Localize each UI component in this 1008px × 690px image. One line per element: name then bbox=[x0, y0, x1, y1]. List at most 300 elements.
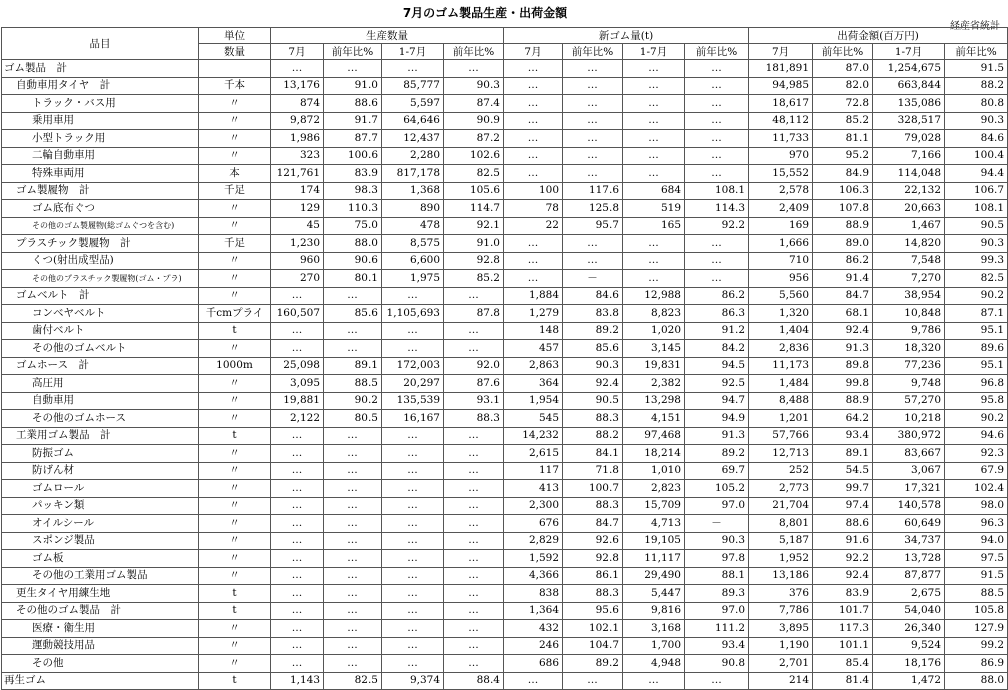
cell-p-0: 1,986 bbox=[271, 130, 324, 148]
row-unit: 〃 bbox=[199, 252, 271, 270]
sub-header: 1-7月 bbox=[382, 44, 444, 60]
cell-p-1: … bbox=[324, 620, 382, 638]
row-unit: 〃 bbox=[199, 620, 271, 638]
cell-s-0: 12,713 bbox=[749, 445, 813, 463]
cell-s-3: 82.5 bbox=[945, 270, 1008, 288]
row-unit: 〃 bbox=[199, 270, 271, 288]
cell-s-3: 90.3 bbox=[945, 235, 1008, 253]
cell-s-1: 92.4 bbox=[813, 567, 873, 585]
cell-p-0: … bbox=[271, 340, 324, 358]
cell-r-1: … bbox=[563, 147, 623, 165]
cell-r-0: … bbox=[504, 147, 563, 165]
cell-r-2: 13,298 bbox=[623, 392, 685, 410]
cell-r-3: 93.4 bbox=[685, 637, 749, 655]
cell-p-2: 890 bbox=[382, 200, 444, 218]
cell-s-1: 68.1 bbox=[813, 305, 873, 323]
cell-s-3: 94.6 bbox=[945, 427, 1008, 445]
cell-p-1: 88.0 bbox=[324, 235, 382, 253]
cell-r-3: … bbox=[685, 77, 749, 95]
row-unit: t bbox=[199, 322, 271, 340]
cell-s-1: 72.8 bbox=[813, 95, 873, 113]
cell-p-0: … bbox=[271, 322, 324, 340]
cell-s-0: 214 bbox=[749, 672, 813, 690]
cell-p-1: … bbox=[324, 655, 382, 673]
table-row bbox=[2, 165, 1008, 183]
cell-s-0: 15,552 bbox=[749, 165, 813, 183]
cell-s-1: 92.4 bbox=[813, 322, 873, 340]
cell-s-2: 10,848 bbox=[873, 305, 945, 323]
row-item-name: その他の工業用ゴム製品 bbox=[2, 567, 199, 585]
cell-r-1: … bbox=[563, 130, 623, 148]
cell-s-2: 13,728 bbox=[873, 550, 945, 568]
cell-s-1: 92.2 bbox=[813, 550, 873, 568]
cell-p-1: 100.6 bbox=[324, 147, 382, 165]
cell-p-2: … bbox=[382, 462, 444, 480]
cell-p-2: 135,539 bbox=[382, 392, 444, 410]
cell-p-3: … bbox=[444, 322, 504, 340]
table-row bbox=[2, 480, 1008, 498]
cell-r-1: 95.6 bbox=[563, 602, 623, 620]
cell-p-3: … bbox=[444, 462, 504, 480]
cell-r-2: 8,823 bbox=[623, 305, 685, 323]
cell-p-3: 87.2 bbox=[444, 130, 504, 148]
cell-p-1: … bbox=[324, 60, 382, 78]
cell-p-3: … bbox=[444, 340, 504, 358]
cell-r-1: 90.5 bbox=[563, 392, 623, 410]
table-row bbox=[2, 585, 1008, 603]
cell-s-3: 95.1 bbox=[945, 322, 1008, 340]
cell-r-0: 1,592 bbox=[504, 550, 563, 568]
cell-r-3: … bbox=[685, 165, 749, 183]
cell-s-1: 95.2 bbox=[813, 147, 873, 165]
cell-s-3: 108.1 bbox=[945, 200, 1008, 218]
cell-r-3: 111.2 bbox=[685, 620, 749, 638]
cell-p-0: … bbox=[271, 427, 324, 445]
cell-s-0: 5,187 bbox=[749, 532, 813, 550]
row-item-name: その他のゴムホース bbox=[2, 410, 199, 428]
cell-p-3: 92.8 bbox=[444, 252, 504, 270]
row-unit: 千足 bbox=[199, 235, 271, 253]
row-unit: 千cmプライ bbox=[199, 305, 271, 323]
cell-s-3: 127.9 bbox=[945, 620, 1008, 638]
cell-r-2: … bbox=[623, 252, 685, 270]
cell-s-3: 99.2 bbox=[945, 637, 1008, 655]
cell-s-2: 1,472 bbox=[873, 672, 945, 690]
cell-r-2: 5,447 bbox=[623, 585, 685, 603]
cell-p-0: … bbox=[271, 532, 324, 550]
cell-r-1: 71.8 bbox=[563, 462, 623, 480]
cell-p-1: 89.1 bbox=[324, 357, 382, 375]
cell-r-3: 91.3 bbox=[685, 427, 749, 445]
cell-r-1: 88.2 bbox=[563, 427, 623, 445]
cell-s-1: 91.6 bbox=[813, 532, 873, 550]
row-item-name: 工業用ゴム製品 計 bbox=[2, 427, 199, 445]
cell-s-0: 94,985 bbox=[749, 77, 813, 95]
table-row bbox=[2, 322, 1008, 340]
row-item-name: 医療・衛生用 bbox=[2, 620, 199, 638]
cell-r-2: 1,020 bbox=[623, 322, 685, 340]
cell-p-1: … bbox=[324, 287, 382, 305]
cell-p-3: … bbox=[444, 532, 504, 550]
cell-s-0: 21,704 bbox=[749, 497, 813, 515]
cell-s-1: 85.2 bbox=[813, 112, 873, 130]
cell-r-2: 3,168 bbox=[623, 620, 685, 638]
cell-r-1: … bbox=[563, 77, 623, 95]
row-item-name: トラック・バス用 bbox=[2, 95, 199, 113]
source-label: 経産省統計 bbox=[950, 21, 1000, 32]
cell-r-3: … bbox=[685, 95, 749, 113]
cell-p-1: … bbox=[324, 550, 382, 568]
cell-s-2: 114,048 bbox=[873, 165, 945, 183]
cell-s-2: 34,737 bbox=[873, 532, 945, 550]
cell-p-1: … bbox=[324, 567, 382, 585]
cell-r-0: 2,615 bbox=[504, 445, 563, 463]
cell-r-0: 1,279 bbox=[504, 305, 563, 323]
cell-r-1: 90.3 bbox=[563, 357, 623, 375]
cell-s-0: 8,801 bbox=[749, 515, 813, 533]
row-unit: 〃 bbox=[199, 112, 271, 130]
row-item-name: 二輪自動車用 bbox=[2, 147, 199, 165]
cell-r-0: 14,232 bbox=[504, 427, 563, 445]
cell-s-2: 10,218 bbox=[873, 410, 945, 428]
cell-s-1: 93.4 bbox=[813, 427, 873, 445]
cell-r-0: 457 bbox=[504, 340, 563, 358]
cell-s-3: 86.9 bbox=[945, 655, 1008, 673]
cell-p-3: … bbox=[444, 287, 504, 305]
cell-s-1: 84.9 bbox=[813, 165, 873, 183]
cell-s-1: 99.8 bbox=[813, 375, 873, 393]
cell-p-2: … bbox=[382, 567, 444, 585]
cell-r-3: … bbox=[685, 147, 749, 165]
sub-header: 1-7月 bbox=[873, 44, 945, 60]
table-row bbox=[2, 410, 1008, 428]
cell-r-1: － bbox=[563, 270, 623, 288]
cell-p-1: … bbox=[324, 445, 382, 463]
cell-p-1: 82.5 bbox=[324, 672, 382, 690]
table-row bbox=[2, 270, 1008, 288]
cell-s-3: 106.7 bbox=[945, 182, 1008, 200]
cell-r-0: 22 bbox=[504, 217, 563, 235]
row-item-name: 小型トラック用 bbox=[2, 130, 199, 148]
cell-p-3: … bbox=[444, 550, 504, 568]
cell-s-3: 88.0 bbox=[945, 672, 1008, 690]
cell-r-1: 92.4 bbox=[563, 375, 623, 393]
cell-r-0: 148 bbox=[504, 322, 563, 340]
cell-r-1: 84.1 bbox=[563, 445, 623, 463]
cell-s-1: 54.5 bbox=[813, 462, 873, 480]
table-row bbox=[2, 130, 1008, 148]
cell-s-0: 13,186 bbox=[749, 567, 813, 585]
cell-p-0: 160,507 bbox=[271, 305, 324, 323]
cell-p-0: 13,176 bbox=[271, 77, 324, 95]
cell-r-1: 84.6 bbox=[563, 287, 623, 305]
cell-p-0: 960 bbox=[271, 252, 324, 270]
row-item-name: パッキン類 bbox=[2, 497, 199, 515]
cell-s-1: 82.0 bbox=[813, 77, 873, 95]
cell-p-1: … bbox=[324, 340, 382, 358]
row-unit: 〃 bbox=[199, 375, 271, 393]
cell-s-3: 90.2 bbox=[945, 410, 1008, 428]
cell-r-2: 9,816 bbox=[623, 602, 685, 620]
cell-r-1: … bbox=[563, 235, 623, 253]
cell-r-0: … bbox=[504, 60, 563, 78]
cell-r-0: 117 bbox=[504, 462, 563, 480]
cell-s-3: 95.1 bbox=[945, 357, 1008, 375]
cell-r-3: 114.3 bbox=[685, 200, 749, 218]
cell-r-2: … bbox=[623, 672, 685, 690]
table-row bbox=[2, 392, 1008, 410]
table-row bbox=[2, 95, 1008, 113]
cell-s-0: 11,733 bbox=[749, 130, 813, 148]
cell-s-0: 1,666 bbox=[749, 235, 813, 253]
table-row bbox=[2, 235, 1008, 253]
cell-p-0: … bbox=[271, 585, 324, 603]
cell-r-0: 246 bbox=[504, 637, 563, 655]
row-unit: 〃 bbox=[199, 147, 271, 165]
cell-p-2: 6,600 bbox=[382, 252, 444, 270]
cell-s-3: 105.8 bbox=[945, 602, 1008, 620]
cell-r-2: 519 bbox=[623, 200, 685, 218]
cell-r-3: … bbox=[685, 235, 749, 253]
cell-s-2: 663,844 bbox=[873, 77, 945, 95]
cell-r-1: … bbox=[563, 95, 623, 113]
cell-s-2: 328,517 bbox=[873, 112, 945, 130]
cell-r-3: 97.0 bbox=[685, 602, 749, 620]
cell-s-2: 83,667 bbox=[873, 445, 945, 463]
cell-s-2: 18,176 bbox=[873, 655, 945, 673]
cell-p-2: 8,575 bbox=[382, 235, 444, 253]
cell-s-2: 9,524 bbox=[873, 637, 945, 655]
cell-s-3: 97.5 bbox=[945, 550, 1008, 568]
cell-r-3: 108.1 bbox=[685, 182, 749, 200]
cell-p-2: 16,167 bbox=[382, 410, 444, 428]
cell-p-0: 129 bbox=[271, 200, 324, 218]
cell-r-0: 676 bbox=[504, 515, 563, 533]
cell-p-1: … bbox=[324, 602, 382, 620]
row-item-name: 更生タイヤ用練生地 bbox=[2, 585, 199, 603]
cell-r-2: 3,145 bbox=[623, 340, 685, 358]
cell-s-2: 380,972 bbox=[873, 427, 945, 445]
cell-r-3: 84.2 bbox=[685, 340, 749, 358]
row-unit: 〃 bbox=[199, 462, 271, 480]
cell-s-1: 88.9 bbox=[813, 217, 873, 235]
cell-p-3: 87.6 bbox=[444, 375, 504, 393]
cell-s-2: 7,548 bbox=[873, 252, 945, 270]
cell-s-2: 140,578 bbox=[873, 497, 945, 515]
cell-r-3: … bbox=[685, 60, 749, 78]
table-row bbox=[2, 655, 1008, 673]
cell-r-0: … bbox=[504, 235, 563, 253]
cell-s-2: 54,040 bbox=[873, 602, 945, 620]
cell-p-0: 323 bbox=[271, 147, 324, 165]
cell-r-0: … bbox=[504, 112, 563, 130]
cell-s-0: 252 bbox=[749, 462, 813, 480]
cell-r-0: 545 bbox=[504, 410, 563, 428]
cell-s-2: 7,270 bbox=[873, 270, 945, 288]
row-item-name: 防振ゴム bbox=[2, 445, 199, 463]
row-item-name: 歯付ベルト bbox=[2, 322, 199, 340]
sub-header: 7月 bbox=[504, 44, 563, 60]
cell-r-1: 117.6 bbox=[563, 182, 623, 200]
cell-r-1: 104.7 bbox=[563, 637, 623, 655]
row-item-name: 運動競技用品 bbox=[2, 637, 199, 655]
cell-r-3: 86.2 bbox=[685, 287, 749, 305]
cell-p-2: … bbox=[382, 287, 444, 305]
cell-r-2: 19,105 bbox=[623, 532, 685, 550]
cell-s-2: 38,954 bbox=[873, 287, 945, 305]
cell-r-2: … bbox=[623, 147, 685, 165]
cell-p-0: 3,095 bbox=[271, 375, 324, 393]
row-unit: t bbox=[199, 602, 271, 620]
cell-p-1: 90.6 bbox=[324, 252, 382, 270]
sub-header: 前年比% bbox=[444, 44, 504, 60]
cell-p-1: … bbox=[324, 515, 382, 533]
cell-s-1: 89.1 bbox=[813, 445, 873, 463]
cell-p-0: 1,143 bbox=[271, 672, 324, 690]
table-row bbox=[2, 112, 1008, 130]
row-unit: 〃 bbox=[199, 655, 271, 673]
cell-r-1: 86.1 bbox=[563, 567, 623, 585]
cell-s-1: 86.2 bbox=[813, 252, 873, 270]
cell-s-2: 79,028 bbox=[873, 130, 945, 148]
cell-r-3: 105.2 bbox=[685, 480, 749, 498]
cell-s-1: 89.0 bbox=[813, 235, 873, 253]
cell-p-3: 87.8 bbox=[444, 305, 504, 323]
cell-p-0: 9,872 bbox=[271, 112, 324, 130]
cell-p-0: … bbox=[271, 497, 324, 515]
cell-r-3: 92.2 bbox=[685, 217, 749, 235]
row-item-name: プラスチック製履物 計 bbox=[2, 235, 199, 253]
table-row bbox=[2, 497, 1008, 515]
table-row bbox=[2, 305, 1008, 323]
row-unit: 〃 bbox=[199, 480, 271, 498]
cell-p-0: … bbox=[271, 620, 324, 638]
cell-s-3: 99.3 bbox=[945, 252, 1008, 270]
cell-r-1: … bbox=[563, 672, 623, 690]
row-item-name: 乗用車用 bbox=[2, 112, 199, 130]
cell-s-2: 22,132 bbox=[873, 182, 945, 200]
table-row bbox=[2, 77, 1008, 95]
cell-p-1: 110.3 bbox=[324, 200, 382, 218]
cell-r-1: 84.7 bbox=[563, 515, 623, 533]
cell-r-0: 686 bbox=[504, 655, 563, 673]
cell-p-3: … bbox=[444, 585, 504, 603]
cell-p-0: … bbox=[271, 655, 324, 673]
cell-r-0: 838 bbox=[504, 585, 563, 603]
cell-p-0: … bbox=[271, 445, 324, 463]
cell-r-0: … bbox=[504, 130, 563, 148]
row-item-name: 高圧用 bbox=[2, 375, 199, 393]
table-body bbox=[2, 60, 1008, 690]
sub-header: 前年比% bbox=[563, 44, 623, 60]
cell-p-0: … bbox=[271, 287, 324, 305]
cell-r-1: 89.2 bbox=[563, 655, 623, 673]
rubber-group-header: 新ゴム量(t) bbox=[504, 28, 749, 44]
table-row bbox=[2, 60, 1008, 78]
cell-s-2: 7,166 bbox=[873, 147, 945, 165]
report-title: 7月のゴム製品生産・出荷金額 bbox=[402, 6, 568, 20]
cell-p-3: 82.5 bbox=[444, 165, 504, 183]
cell-r-0: … bbox=[504, 77, 563, 95]
table-row bbox=[2, 567, 1008, 585]
cell-r-2: 29,490 bbox=[623, 567, 685, 585]
cell-s-0: 7,786 bbox=[749, 602, 813, 620]
cell-p-0: 19,881 bbox=[271, 392, 324, 410]
table-row bbox=[2, 550, 1008, 568]
cell-p-0: … bbox=[271, 637, 324, 655]
cell-r-3: 97.0 bbox=[685, 497, 749, 515]
row-item-name: 防げん材 bbox=[2, 462, 199, 480]
cell-r-2: … bbox=[623, 165, 685, 183]
table-row bbox=[2, 620, 1008, 638]
cell-s-2: 2,675 bbox=[873, 585, 945, 603]
sub-header: 前年比% bbox=[324, 44, 382, 60]
row-unit: t bbox=[199, 672, 271, 690]
table-row bbox=[2, 445, 1008, 463]
table-row bbox=[2, 602, 1008, 620]
cell-p-3: … bbox=[444, 655, 504, 673]
cell-p-3: … bbox=[444, 445, 504, 463]
cell-s-3: 84.6 bbox=[945, 130, 1008, 148]
cell-p-1: 88.5 bbox=[324, 375, 382, 393]
cell-p-3: … bbox=[444, 620, 504, 638]
cell-p-2: 12,437 bbox=[382, 130, 444, 148]
cell-r-2: 4,151 bbox=[623, 410, 685, 428]
row-unit: 〃 bbox=[199, 410, 271, 428]
unit-header: 単位 bbox=[199, 28, 271, 44]
cell-p-3: 91.0 bbox=[444, 235, 504, 253]
cell-p-3: … bbox=[444, 427, 504, 445]
cell-r-2: … bbox=[623, 112, 685, 130]
cell-s-0: 956 bbox=[749, 270, 813, 288]
cell-r-1: … bbox=[563, 60, 623, 78]
cell-s-1: 83.9 bbox=[813, 585, 873, 603]
cell-s-0: 1,484 bbox=[749, 375, 813, 393]
shipment-group-header: 出荷金額(百万円) bbox=[749, 28, 1008, 44]
cell-p-2: … bbox=[382, 340, 444, 358]
row-item-name: 自動車用タイヤ 計 bbox=[2, 77, 199, 95]
cell-s-0: 1,190 bbox=[749, 637, 813, 655]
cell-p-1: 88.6 bbox=[324, 95, 382, 113]
cell-p-2: 478 bbox=[382, 217, 444, 235]
cell-s-0: 8,488 bbox=[749, 392, 813, 410]
cell-r-1: … bbox=[563, 252, 623, 270]
cell-r-3: 90.3 bbox=[685, 532, 749, 550]
cell-s-0: 3,895 bbox=[749, 620, 813, 638]
row-unit: t bbox=[199, 427, 271, 445]
cell-p-0: … bbox=[271, 550, 324, 568]
row-item-name: その他 bbox=[2, 655, 199, 673]
cell-r-3: 97.8 bbox=[685, 550, 749, 568]
cell-r-2: 4,948 bbox=[623, 655, 685, 673]
production-group-header: 生産数量 bbox=[271, 28, 504, 44]
sub-header: 前年比% bbox=[945, 44, 1008, 60]
cell-s-0: 1,320 bbox=[749, 305, 813, 323]
cell-s-0: 710 bbox=[749, 252, 813, 270]
cell-r-2: 2,382 bbox=[623, 375, 685, 393]
cell-p-3: … bbox=[444, 497, 504, 515]
cell-s-0: 18,617 bbox=[749, 95, 813, 113]
row-item-name: スポンジ製品 bbox=[2, 532, 199, 550]
cell-p-0: 270 bbox=[271, 270, 324, 288]
table-row bbox=[2, 375, 1008, 393]
cell-s-3: 91.5 bbox=[945, 60, 1008, 78]
row-unit: 〃 bbox=[199, 287, 271, 305]
cell-p-2: 2,280 bbox=[382, 147, 444, 165]
sub-header: 7月 bbox=[271, 44, 324, 60]
cell-p-2: 5,597 bbox=[382, 95, 444, 113]
sub-header: 前年比% bbox=[813, 44, 873, 60]
